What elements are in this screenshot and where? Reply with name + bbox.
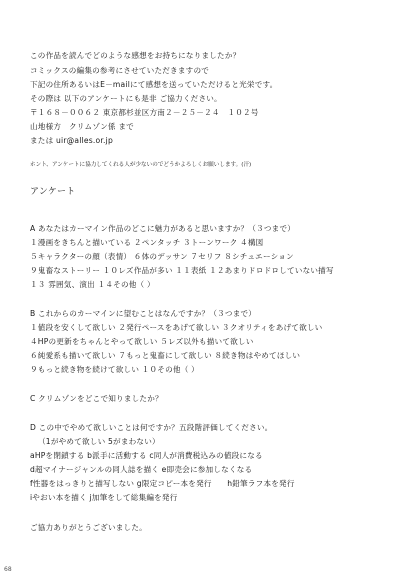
question-d-title: D この中でやめて欲しいことは何ですか？五段階評価してください。 <box>30 423 273 432</box>
question-b-option-row: ６純愛系も描いて欲しい ７もっと鬼畜にして欲しい ８続き物はやめてほしい <box>30 351 301 360</box>
question-d-option-row: f性器をはっきりと描写しない g限定コピー本を発行 h鉛筆ラフ本を発行 <box>30 479 295 488</box>
address-recipient: 山地様方 クリムゾン係 まで <box>30 122 134 131</box>
question-b-title: B これからのカーマインに望むことはなんですか？（３つまで） <box>30 309 257 318</box>
question-a-option-row: １漫画をきちんと描いている ２ペンタッチ ３トーンワーク ４構図 <box>30 238 264 247</box>
question-b-option-row: ９もっと続き物を続けて欲しい １０その他（ ） <box>30 365 199 374</box>
question-d-scale: （1がやめて欲しい 5がまわない） <box>38 437 160 446</box>
question-d-option-row: aHPを閉鎖する b派手に活動する c同人が消費税込みの値段になる <box>30 451 263 460</box>
page-number: 68 <box>4 566 12 573</box>
thanks-message: ご協力ありがとうございました。 <box>30 523 147 532</box>
question-b-option-row: １値段を安くして欲しい ２発行ペースをあげて欲しい ３クオリティをあげて欲しい <box>30 323 323 332</box>
intro-line: 下記の住所あるいはE－mailにて感想を送っていただけると光栄です。 <box>30 80 278 89</box>
question-a-option-row: ５キャラクターの顔（表情） ６体のデッサン ７セリフ ８シチュエーション <box>30 252 294 261</box>
request-note: ホント、アンケートに協力してくれる人が少ないのでどうかよろしくお願いします。(汗) <box>30 162 252 168</box>
postal-address: 〒１６８－００６２ 東京都杉並区方南２－２５－２４ １０２号 <box>30 108 259 117</box>
email-address: または uir@alles.or.jp <box>30 136 113 145</box>
intro-line: この作品を読んでどのような感想をお持ちになりましたか？ <box>30 51 241 60</box>
intro-line: コミックスの編集の参考にさせていただきますので <box>30 66 210 75</box>
question-d-option-row: iやおい本を描く j加筆をして総集編を発行 <box>30 493 178 502</box>
survey-heading: アンケート <box>30 187 76 197</box>
question-a-title: A あなたはカーマイン作品のどこに魅力があると思いますか？（３つまで） <box>30 224 296 233</box>
question-a-option-row: １３ 雰囲気、演出 １４その他（ ） <box>30 280 155 289</box>
question-b-option-row: ４HPの更新をちゃんとやって欲しい ５レズ以外も描いて欲しい <box>30 337 254 346</box>
intro-line: その際は 以下のアンケートにも是非 ご協力ください。 <box>30 94 222 103</box>
question-c-title: C クリムゾンをどこで知りましたか？ <box>30 394 163 403</box>
question-a-option-row: ９鬼畜なストーリー １０レズ作品が多い １１表紙 １２あまりドロドロしていない描写 <box>30 266 334 275</box>
question-d-option-row: d超マイナージャンルの同人誌を描く e即売会に参加しなくなる <box>30 465 253 474</box>
